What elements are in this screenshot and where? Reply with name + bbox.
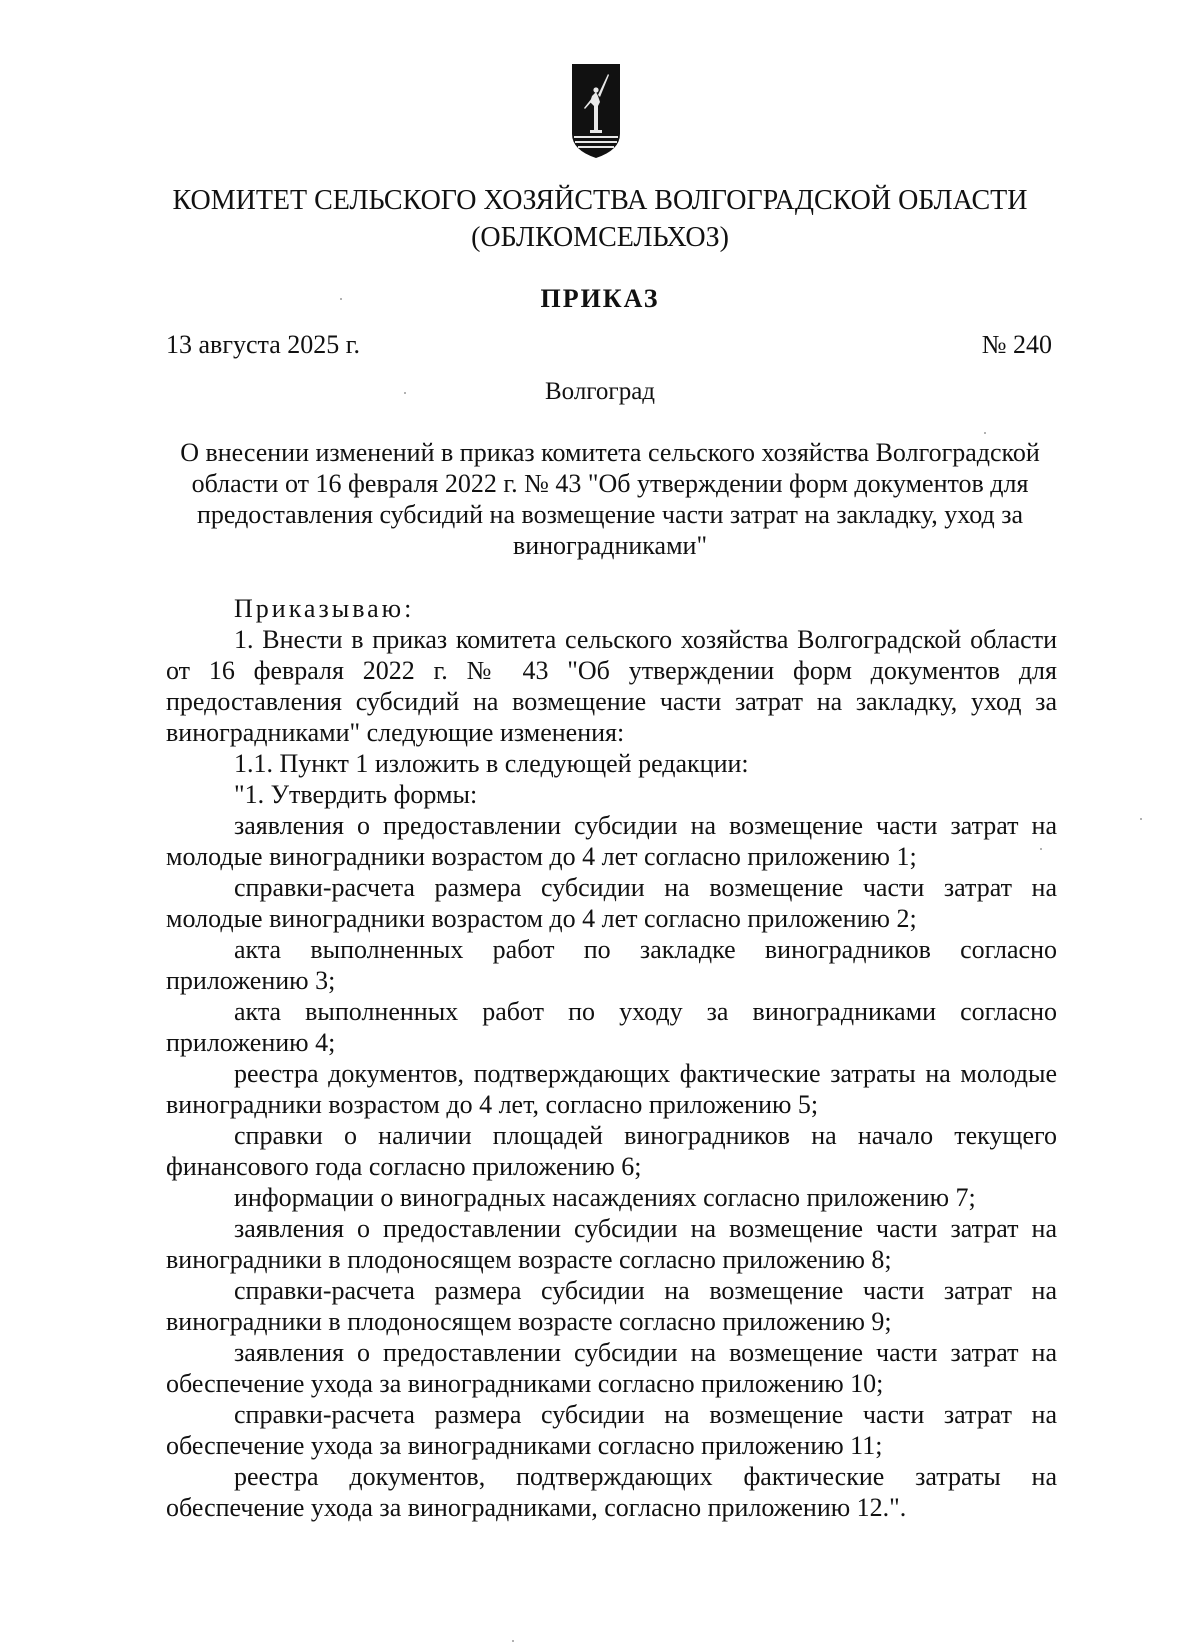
- paragraph: акта выполненных работ по уходу за виноградниками согласно приложению 4;: [166, 997, 1057, 1057]
- paragraph: информации о виноградных насаждениях согласно приложению 7;: [234, 1183, 976, 1212]
- paragraph: справки о наличии площадей виноградников на начало текущего финансового года согласно приложению 6;: [166, 1121, 1057, 1181]
- paragraph: справки-расчета размера субсидии на возмещение части затрат на обеспечение ухода за виноградниками согласно приложению 11;: [166, 1400, 1057, 1460]
- organization-name: КОМИТЕТ СЕЛЬСКОГО ХОЗЯЙСТВА ВОЛГОГРАДСКОЙ ОБЛАСТИ: [172, 185, 1028, 216]
- paragraph: акта выполненных работ по закладке виноградников согласно приложению 3;: [166, 935, 1057, 995]
- document-date: 13 августа 2025 г.: [166, 330, 360, 359]
- scan-speck: [340, 298, 342, 300]
- scan-speck: [512, 1640, 514, 1642]
- scan-speck: [1040, 848, 1042, 850]
- document-type: ПРИКАЗ: [540, 284, 660, 313]
- paragraph: справки-расчета размера субсидии на возмещение части затрат на молодые виноградники возрастом до 4 лет согласно приложению 2;: [166, 873, 1057, 933]
- paragraph: справки-расчета размера субсидии на возмещение части затрат на виноградники в плодоносящем возрасте согласно приложению 9;: [166, 1276, 1057, 1336]
- paragraph: заявления о предоставлении субсидии на возмещение части затрат на обеспечение ухода за виноградниками согласно приложению 10;: [166, 1338, 1057, 1398]
- paragraph: заявления о предоставлении субсидии на возмещение части затрат на молодые виноградники возрастом до 4 лет согласно приложению 1;: [166, 811, 1057, 871]
- paragraph: 1.1. Пункт 1 изложить в следующей редакции:: [234, 749, 749, 778]
- coat-of-arms-icon: [570, 62, 622, 160]
- scan-speck: [984, 432, 986, 434]
- paragraph: "1. Утвердить формы:: [234, 780, 478, 809]
- document-body: [166, 593, 1057, 1523]
- organization-header: [120, 182, 1080, 256]
- organization-short-name: (ОБЛКОМСЕЛЬХОЗ): [471, 222, 729, 253]
- scan-speck: [1140, 818, 1142, 820]
- paragraph: 1. Внести в приказ комитета сельского хозяйства Волгоградской области от 16 февраля 2022 г. № 43 "Об утверждении форм документов для предоставления субсидий на возмещение части затрат на закладку, уход за виноградниками" следующие изменения:: [166, 625, 1057, 747]
- document-city: Волгоград: [544, 378, 656, 405]
- document-number: № 240: [981, 330, 1052, 359]
- paragraph: реестра документов, подтверждающих фактические затраты на молодые виноградники возрастом до 4 лет, согласно приложению 5;: [166, 1059, 1057, 1119]
- scan-speck: [404, 392, 406, 394]
- paragraph: Приказываю:: [234, 594, 415, 623]
- document-subject: О внесении изменений в приказ комитета сельского хозяйства Волгоградской области от 16 февраля 2022 г. № 43 "Об утверждении форм документов для предоставления субсидий на возмещение части затрат на закладку, уход за виноградниками": [180, 438, 1040, 560]
- paragraph: реестра документов, подтверждающих фактические затраты на обеспечение ухода за виноградниками, согласно приложению 12.".: [166, 1462, 1057, 1522]
- paragraph: заявления о предоставлении субсидии на возмещение части затрат на виноградники в плодоносящем возрасте согласно приложению 8;: [166, 1214, 1057, 1274]
